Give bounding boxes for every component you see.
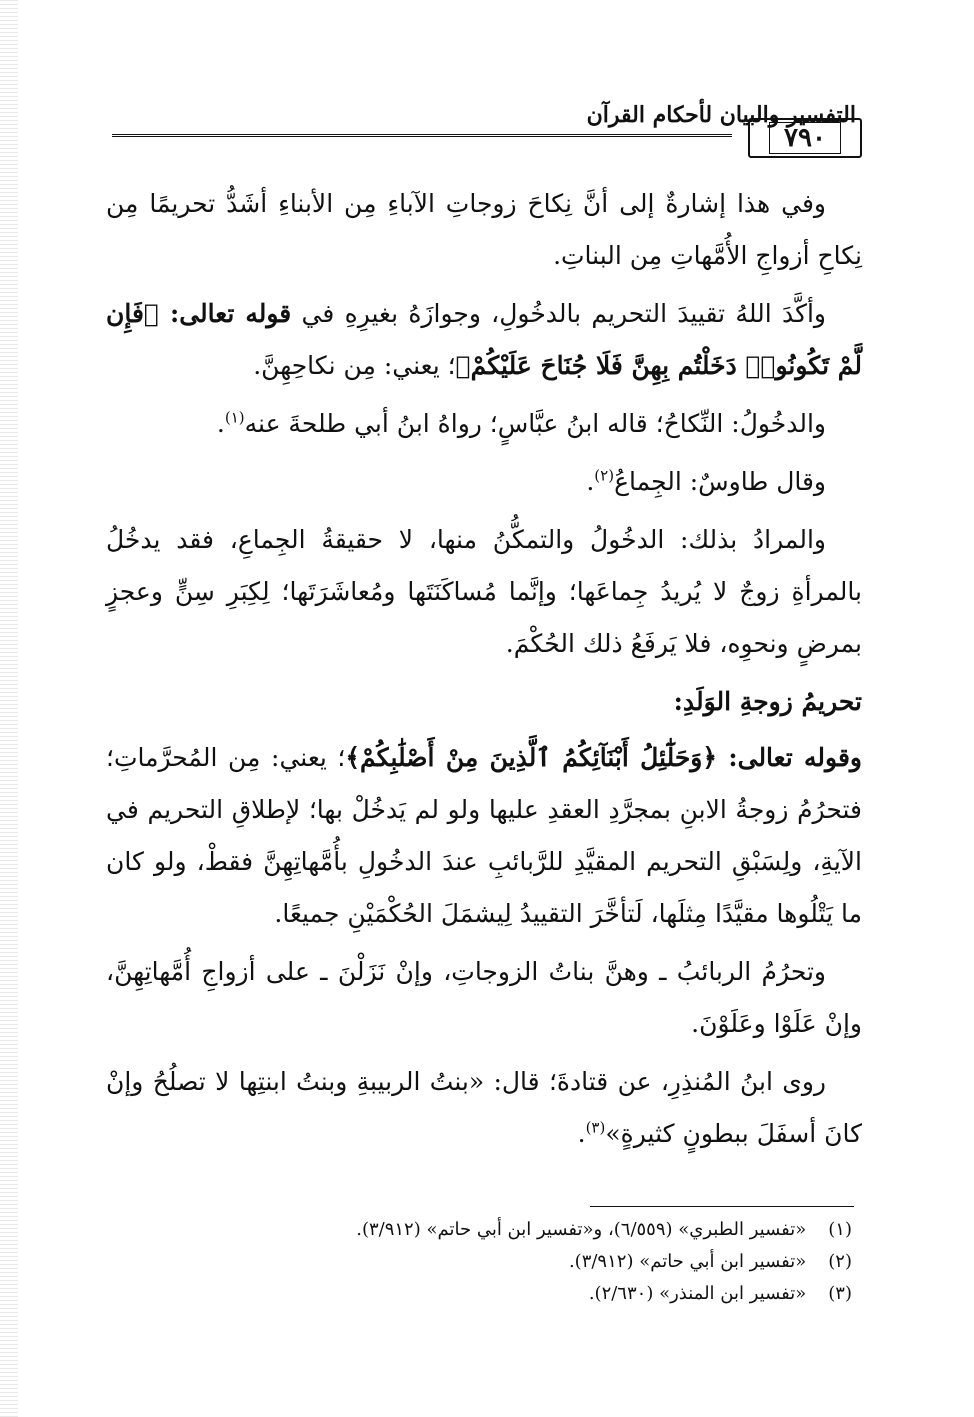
paragraph [106, 732, 862, 940]
footnote-ref: (٣) [585, 1118, 606, 1137]
footnote [300, 1214, 852, 1246]
paragraph [106, 946, 862, 1050]
verse-intro: قوله تعالى: [169, 299, 292, 328]
footnote [300, 1278, 852, 1310]
paragraph [106, 288, 862, 392]
footnotes [300, 1214, 852, 1310]
paragraph: روى ابنُ المُنذِرِ، عن قتادةَ؛ قال: «بنتُ الربيبةِ وبنتُ ابنتِها لا تصلُحُ وإنْ كانَ أسفَلَ ببطونٍ كثيرةٍ»$^{(٣)}$. [106, 1067, 862, 1148]
footnote-number: (١) [828, 1219, 852, 1240]
footnote-separator [590, 1206, 854, 1207]
paragraph-text: روى ابنُ المُنذِرِ، عن قتادةَ؛ قال: «بنتُ الربيبةِ وبنتُ ابنتِها لا تصلُحُ وإنْ كانَ أسفَلَ ببطونٍ كثيرةٍ» [106, 1067, 862, 1148]
paragraph [106, 178, 862, 282]
quran-verse: ﴿وَحَلَٰٓئِلُ أَبْنَآئِكُمُ ٱلَّذِينَ مِنْ أَصْلَٰبِكُمْ﴾ [345, 743, 729, 772]
page-header [112, 96, 856, 156]
paragraph: وقال طاوسٌ: الجِماعُ$^{(٢)}$. [586, 466, 826, 496]
footnote-ref: (٢) [594, 466, 615, 485]
paragraph-text: وأكَّدَ اللهُ تقييدَ التحريم بالدخُولِ، وجوازَهُ بغيرِهِ في [291, 299, 826, 328]
paragraph: والدخُولُ: النِّكاحُ؛ قاله ابنُ عبَّاسٍ؛ رواهُ ابنُ أبي طلحةَ عنه$^{(١)}$. [216, 408, 826, 438]
page-number: ٧٩٠ [769, 122, 841, 154]
header-rule [112, 134, 732, 137]
footnote-text: «تفسير ابن المنذر» (٢/٦٣٠). [588, 1283, 807, 1304]
paragraph-text: ؛ يعني: مِن المُحرَّماتِ؛ فتحرُمُ زوجةُ الابنِ بمجرَّدِ العقدِ عليها ولو لم يَدخُلْ بها؛ لإطلاقِ التحريم في الآيةِ، ولِسَبْقِ التحريم المقيَّدِ للرَّبائبِ عندَ الدخُولِ بأُمَّهاتِهِنَّ فقطْ، ولو كان ما يَتْلُوها مقيَّدًا مِثلَها، لَتأخَّرَ التقييدُ لِيشمَلَ الحُكْمَيْنِ جميعًا. [106, 743, 862, 928]
footnote-number: (٢) [828, 1251, 852, 1272]
book-title: التفسير والبيان لأحكام القرآن [586, 102, 856, 128]
paragraph-text: وفي هذا إشارةٌ إلى أنَّ نِكاحَ زوجاتِ الآباءِ مِن الأبناءِ أشَدُّ تحريمًا مِن نِكاحِ أزواجِ الأُمَّهاتِ مِن البناتِ. [106, 189, 862, 270]
paragraph-text: وقال طاوسٌ: الجِماعُ [614, 467, 826, 496]
quran-verse: ﴿فَإِن لَّمْ تَكُونُوا۟ دَخَلْتُم بِهِنَّ فَلَا جُنَاحَ عَلَيْكُمْ﴾ [106, 299, 862, 380]
footnote-text: «تفسير ابن أبي حاتم» (٣/٩١٢). [568, 1251, 807, 1272]
paragraph-text: وتحرُمُ الربائبُ ـ وهنَّ بناتُ الزوجاتِ، وإنْ نَزَلْنَ ـ على أزواجِ أُمَّهاتِهِنَّ، وإنْ عَلَوْا وعَلَوْنَ. [106, 957, 862, 1038]
scan-edge [0, 0, 18, 1417]
footnote-text: «تفسير الطبري» (٦/٥٥٩)، و«تفسير ابن أبي حاتم» (٣/٩١٢). [356, 1219, 807, 1240]
main-text [106, 178, 862, 1166]
footnote-number: (٣) [828, 1283, 852, 1304]
footnote-ref: (١) [224, 408, 245, 427]
paragraph [106, 514, 862, 670]
paragraph-text: والمرادُ بذلك: الدخُولُ والتمكُّنُ منها، لا حقيقةُ الجِماعِ، فقد يدخُلُ بالمرأةِ زوجٌ لا يُريدُ جِماعَها؛ وإنَّما مُساكَنَتَها ومُعاشَرَتَها؛ لِكِبَرِ سِنٍّ وعجزٍ بمرضٍ ونحوِه، فلا يَرفَعُ ذلك الحُكْمَ. [106, 525, 862, 658]
paragraph-text: والدخُولُ: النِّكاحُ؛ قاله ابنُ عبَّاسٍ؛ رواهُ ابنُ أبي طلحةَ عنه [244, 409, 826, 438]
verse-intro: وقوله تعالى: [728, 743, 862, 772]
footnote [300, 1246, 852, 1278]
paragraph-text: ؛ يعني: مِن نكاحِهِنَّ. [253, 351, 456, 380]
section-heading: تحريمُ زوجةِ الوَلَدِ: [673, 687, 862, 716]
